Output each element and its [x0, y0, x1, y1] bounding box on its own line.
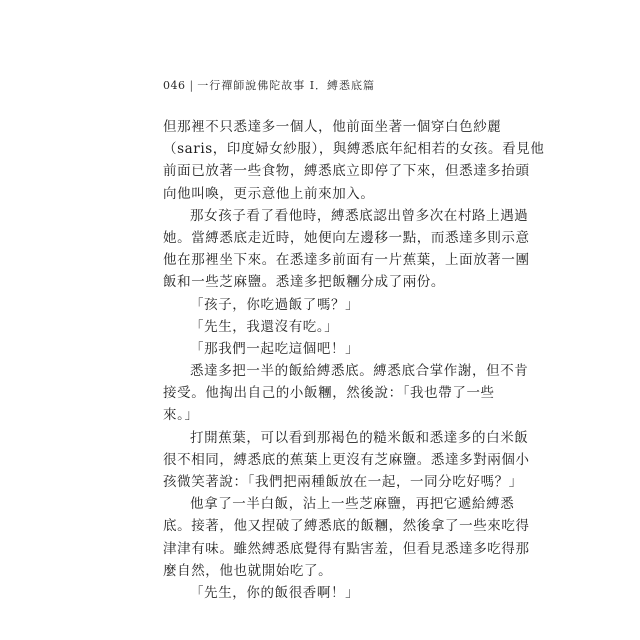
header-separator: |	[189, 79, 194, 92]
dialogue-line: 「先生，我還沒有吃。」	[190, 318, 339, 335]
dialogue-line: 「孩子，你吃過飯了嗎？」	[190, 296, 360, 313]
text-line: 他在那裡坐下來。在悉達多前面有一片蕉葉，上面放著一團	[163, 252, 530, 269]
text-line: 向他叫喚，更示意他上前來加入。	[163, 185, 375, 202]
body-text	[163, 116, 545, 604]
dialogue-line: 「那我們一起吃這個吧！」	[190, 340, 360, 357]
text-line: 津津有味。雖然縛悉底覺得有點害羞，但看見悉達多吃得那	[163, 540, 530, 557]
text-line: 麼自然，他也就開始吃了。	[163, 562, 333, 579]
text-line: 來。」	[163, 407, 199, 424]
text-line: （saris，印度婦女紗服），與縛悉底年紀相若的女孩。看見他	[163, 141, 545, 158]
text-line: 打開蕉葉，可以看到那褐色的糙米飯和悉達多的白米飯	[190, 429, 529, 446]
text-line: 前面已放著一些食物，縛悉底立即停了下來，但悉達多抬頭	[163, 163, 530, 180]
book-title: 一行禪師說佛陀故事 I．縛悉底篇	[197, 79, 376, 92]
text-line: 那女孩子看了看他時，縛悉底認出曾多次在村路上遇過	[190, 207, 529, 224]
text-line: 接受。他掏出自己的小飯糰，然後說：「我也帶了一些	[163, 385, 495, 402]
text-line: 但那裡不只悉達多一個人，他前面坐著一個穿白色紗麗	[163, 119, 502, 135]
text-line: 底。接著，他又捏破了縛悉底的飯糰，然後拿了一些來吃得	[163, 518, 530, 535]
text-line: 悉達多把一半的飯給縛悉底。縛悉底合掌作謝，但不肯	[190, 363, 529, 380]
page-number: 046	[163, 79, 186, 92]
running-header	[163, 78, 375, 94]
text-line: 他拿了一半白飯，沾上一些芝麻鹽，再把它遞給縛悉	[190, 496, 515, 513]
text-line: 飯和一些芝麻鹽。悉達多把飯糰分成了兩份。	[163, 274, 445, 291]
dialogue-line: 「先生，你的飯很香啊！」	[190, 584, 360, 601]
text-line: 孩微笑著說：「我們把兩種飯放在一起，一同分吃好嗎？」	[163, 474, 523, 490]
text-line: 很不相同，縛悉底的蕉葉上更沒有芝麻鹽。悉達多對兩個小	[163, 451, 530, 468]
text-line: 她。當縛悉底走近時，她便向左邊移一點，而悉達多則示意	[163, 229, 530, 246]
